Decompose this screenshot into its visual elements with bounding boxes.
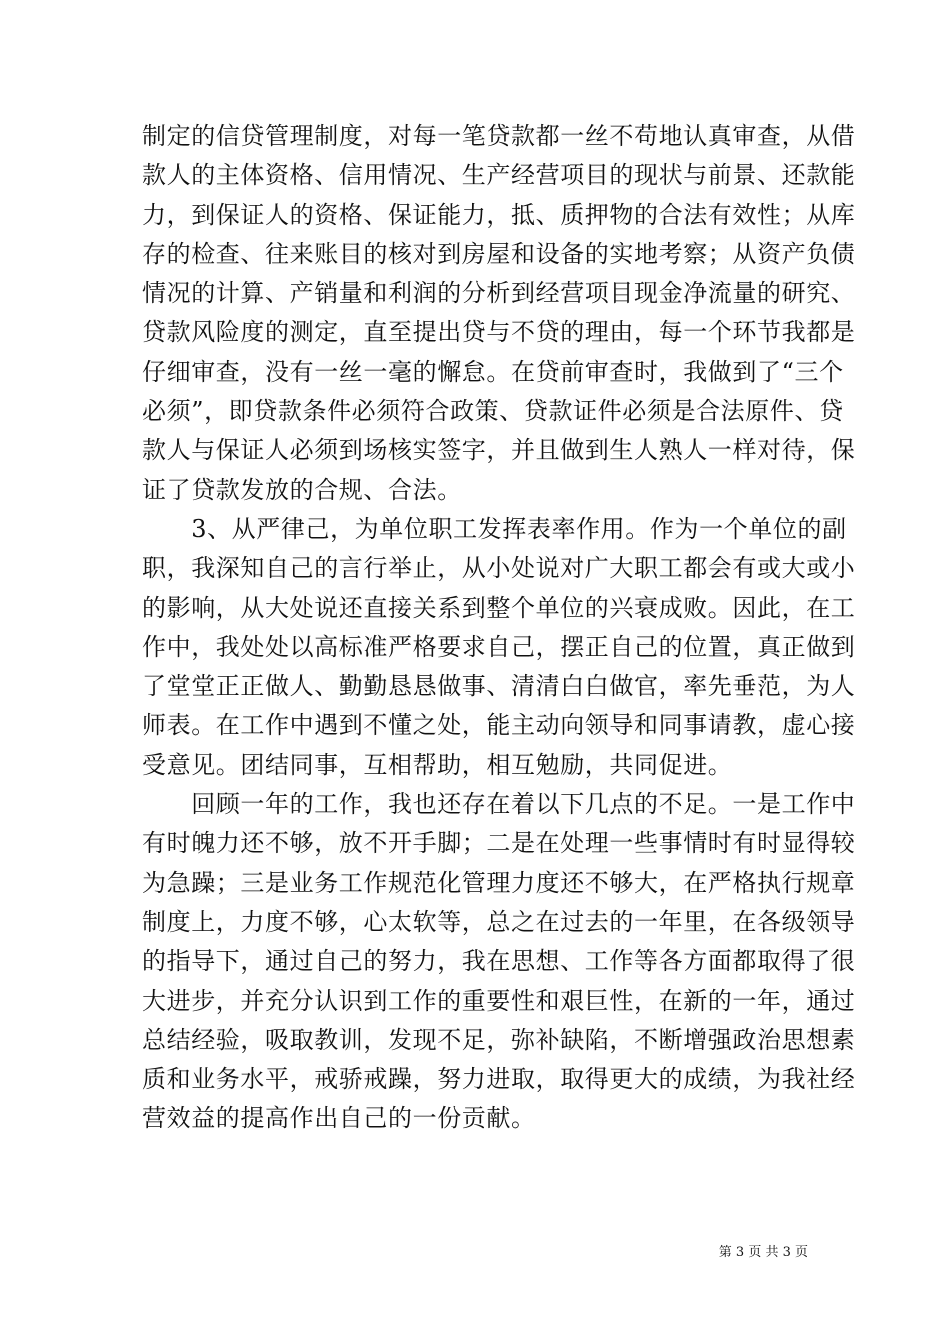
text-line: 师表。在工作中遇到不懂之处，能主动向领导和同事请教，虚心接	[142, 711, 856, 740]
text-line: 必须”，即贷款条件必须符合政策、贷款证件必须是合法原件、贷	[142, 397, 844, 426]
text-line: 的影响，从大处说还直接关系到整个单位的兴衰成败。因此，在工	[142, 593, 856, 622]
text-line: 情况的计算、产销量和利润的分析到经营项目现金净流量的研究、	[142, 279, 856, 308]
text-line: 回顾一年的工作，我也还存在着以下几点的不足。一是工作中	[142, 790, 856, 819]
text-line: 款人与保证人必须到场核实签字，并且做到生人熟人一样对待，保	[142, 436, 856, 465]
text-line: 存的检查、往来账目的核对到房屋和设备的实地考察；从资产负债	[142, 239, 856, 268]
text-line: 作中，我处处以高标准严格要求自己，摆正自己的位置，真正做到	[142, 632, 856, 661]
text-line: 制度上，力度不够，心太软等，总之在过去的一年里，在各级领导	[142, 907, 856, 936]
text-line: 款人的主体资格、信用情况、生产经营项目的现状与前景、还款能	[142, 161, 856, 190]
text-line: 了堂堂正正做人、勤勤恳恳做事、清清白白做官，率先垂范，为人	[142, 672, 856, 701]
text-line: 职，我深知自己的言行举止，从小处说对广大职工都会有或大或小	[142, 554, 856, 583]
text-line: 的指导下，通过自己的努力，我在思想、工作等各方面都取得了很	[142, 947, 856, 976]
text-line: 证了贷款发放的合规、合法。	[142, 475, 462, 504]
text-line: 为急躁；三是业务工作规范化管理力度还不够大，在严格执行规章	[142, 868, 856, 897]
text-line: 仔细审查，没有一丝一毫的懈怠。在贷前审查时，我做到了“三个	[142, 357, 844, 386]
text-line: 大进步，并充分认识到工作的重要性和艰巨性，在新的一年，通过	[142, 986, 856, 1015]
body-text	[142, 117, 856, 1139]
text-line: 力，到保证人的资格、保证能力，抵、质押物的合法有效性；从库	[142, 200, 856, 229]
text-line: 制定的信贷管理制度，对每一笔贷款都一丝不苟地认真审查，从借	[142, 122, 856, 150]
text-line: 营效益的提高作出自己的一份贡献。	[142, 1104, 536, 1133]
text-line: 贷款风险度的测定，直至提出贷与不贷的理由，每一个环节我都是	[142, 318, 856, 347]
text-line: 总结经验，吸取教训，发现不足，弥补缺陷，不断增强政治思想素	[142, 1025, 856, 1054]
text-line: 质和业务水平，戒骄戒躁，努力进取，取得更大的成绩，为我社经	[142, 1065, 856, 1094]
text-line: 3、从严律己，为单位职工发挥表率作用。作为一个单位的副	[142, 514, 847, 543]
text-line: 受意见。团结同事，互相帮助，相互勉励，共同促进。	[142, 750, 733, 779]
page-number-footer: 第 3 页 共 3 页	[718, 1245, 808, 1260]
text-line: 有时魄力还不够，放不开手脚；二是在处理一些事情时有时显得较	[142, 829, 856, 858]
